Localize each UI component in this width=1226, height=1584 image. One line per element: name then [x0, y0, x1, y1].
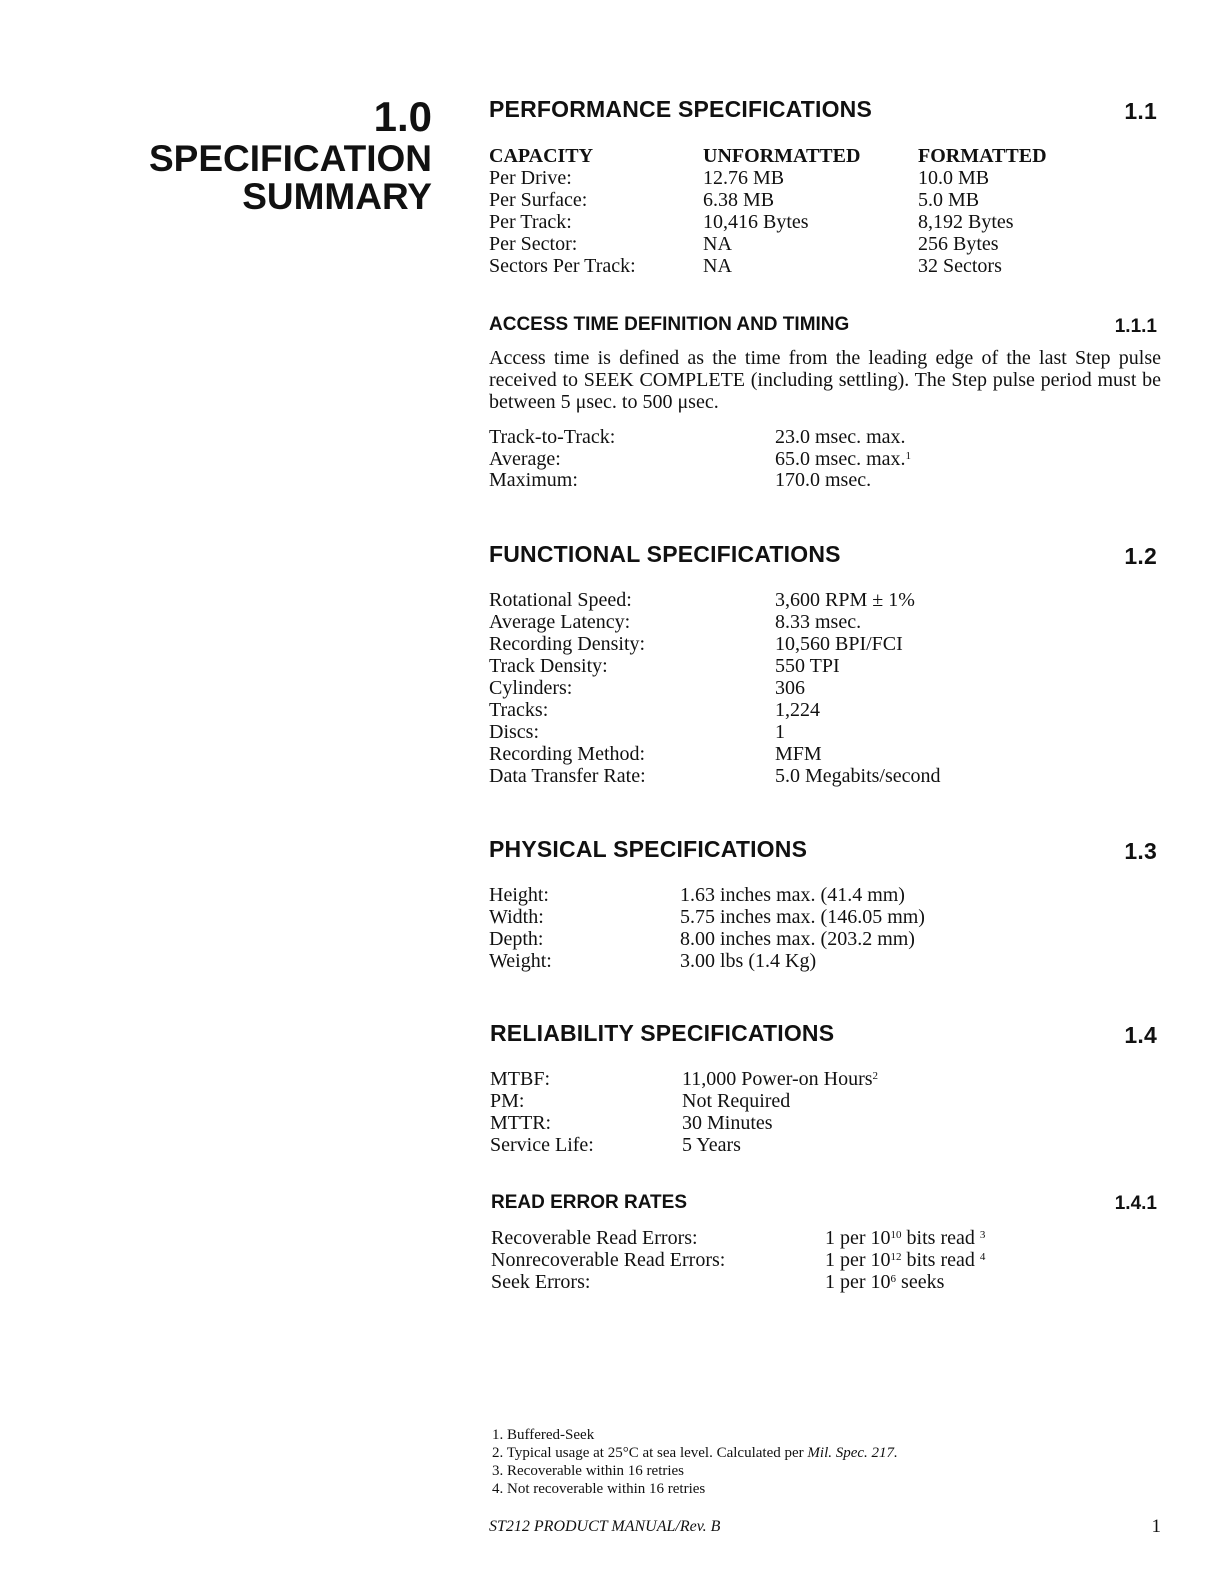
physical-label: Depth:: [489, 928, 544, 950]
physical-value: 8.00 inches max. (203.2 mm): [680, 928, 915, 950]
footnote-4: 4. Not recoverable within 16 retries: [492, 1481, 706, 1497]
physical-value: 5.75 inches max. (146.05 mm): [680, 906, 925, 928]
chapter-title-line1: SPECIFICATION: [149, 138, 432, 179]
reliability-label: PM:: [490, 1090, 525, 1112]
reliability-label: Service Life:: [490, 1134, 594, 1156]
physical-label: Weight:: [489, 950, 552, 972]
functional-value: 10,560 BPI/FCI: [775, 633, 903, 655]
footnote-3: 3. Recoverable within 16 retries: [492, 1463, 685, 1479]
footnote-ref: 2: [872, 1070, 879, 1082]
section-number-performance: 1.1: [1124, 98, 1157, 124]
manual-title-footer: ST212 PRODUCT MANUAL/Rev. B: [489, 1518, 721, 1535]
access-value: 23.0 msec. max.: [775, 426, 906, 448]
functional-value: 1,224: [775, 699, 820, 721]
table-row-label: Per Surface:: [489, 189, 588, 211]
reliability-label: MTBF:: [490, 1068, 551, 1090]
table-cell-unformatted: 10,416 Bytes: [703, 211, 809, 233]
section-heading-access-time: ACCESS TIME DEFINITION AND TIMING: [489, 314, 850, 335]
functional-label: Data Transfer Rate:: [489, 765, 646, 787]
table-cell-unformatted: NA: [703, 255, 732, 277]
section-number-read-errors: 1.4.1: [1114, 1193, 1157, 1214]
read-error-label: Recoverable Read Errors:: [491, 1227, 698, 1249]
functional-value: MFM: [775, 743, 822, 765]
read-error-value: 1 per $10^6$ seeks: [825, 1271, 945, 1293]
table-cell-formatted: 256 Bytes: [918, 233, 999, 255]
access-value: 65.0 msec. max.$^1$: [775, 448, 912, 470]
table-cell-unformatted: 12.76 MB: [703, 167, 785, 189]
functional-value: 3,600 RPM ± 1%: [775, 589, 915, 611]
table-row-label: Per Track:: [489, 211, 572, 233]
table-row-label: Sectors Per Track:: [489, 255, 636, 277]
functional-value: 306: [775, 677, 805, 699]
section-heading-performance: PERFORMANCE SPECIFICATIONS: [489, 96, 873, 122]
section-heading-functional: FUNCTIONAL SPECIFICATIONS: [489, 541, 841, 567]
section-heading-read-errors: READ ERROR RATES: [491, 1192, 687, 1213]
table-cell-formatted: 8,192 Bytes: [918, 211, 1014, 233]
access-label: Track-to-Track:: [489, 426, 616, 448]
reliability-value: 5 Years: [682, 1134, 741, 1156]
section-number-reliability: 1.4: [1124, 1022, 1157, 1048]
capacity-column-header: CAPACITY: [489, 145, 594, 167]
read-error-value: 1 per $10^{12}$ bits read $^4$: [825, 1249, 986, 1271]
functional-value: 5.0 Megabits/second: [775, 765, 941, 787]
reliability-label: MTTR:: [490, 1112, 552, 1134]
section-number-access-time: 1.1.1: [1114, 316, 1157, 337]
access-value: 170.0 msec.: [775, 469, 872, 491]
table-cell-formatted: 5.0 MB: [918, 189, 980, 211]
reliability-value: Not Required: [682, 1090, 791, 1112]
reliability-value: 11,000 Power-on Hours$^2$: [682, 1068, 879, 1090]
table-row-label: Per Drive:: [489, 167, 572, 189]
chapter-title-line2: SUMMARY: [242, 176, 432, 217]
footnote-1: 1. Buffered-Seek: [492, 1427, 595, 1443]
chapter-title: [149, 94, 432, 216]
footnote-ref: 4: [979, 1251, 986, 1263]
table-row-label: Per Sector:: [489, 233, 578, 255]
section-number-functional: 1.2: [1124, 543, 1157, 569]
functional-label: Discs:: [489, 721, 539, 743]
page-number: 1: [1151, 1516, 1161, 1537]
formatted-column-header: FORMATTED: [918, 145, 1047, 167]
access-label: Maximum:: [489, 469, 578, 491]
physical-value: 3.00 lbs (1.4 Kg): [680, 950, 817, 972]
table-cell-unformatted: 6.38 MB: [703, 189, 775, 211]
table-cell-unformatted: NA: [703, 233, 732, 255]
read-error-label: Seek Errors:: [491, 1271, 591, 1293]
chapter-number: 1.0: [373, 93, 432, 140]
functional-label: Cylinders:: [489, 677, 573, 699]
functional-label: Tracks:: [489, 699, 549, 721]
functional-value: 550 TPI: [775, 655, 840, 677]
table-cell-formatted: 32 Sectors: [918, 255, 1002, 277]
footnote-ref: 3: [979, 1229, 986, 1241]
access-label: Average:: [489, 448, 561, 470]
section-number-physical: 1.3: [1124, 838, 1157, 864]
table-cell-formatted: 10.0 MB: [918, 167, 990, 189]
section-heading-reliability: RELIABILITY SPECIFICATIONS: [490, 1020, 835, 1046]
physical-label: Width:: [489, 906, 544, 928]
functional-label: Track Density:: [489, 655, 608, 677]
footnote-ref: 1: [905, 450, 912, 462]
reliability-value: 30 Minutes: [682, 1112, 773, 1134]
functional-label: Recording Density:: [489, 633, 646, 655]
access-time-paragraph: Access time is defined as the time from the leading edge of the last Step pulse received to SEEK COMPLETE (including settling). The Step pulse period must be between 5 μsec. to 500 μsec.: [489, 347, 1161, 413]
functional-label: Recording Method:: [489, 743, 646, 765]
footnote-2: 2. Typical usage at 25°C at sea level. Calculated per Mil. Spec. 217.: [492, 1445, 898, 1461]
read-error-label: Nonrecoverable Read Errors:: [491, 1249, 726, 1271]
section-heading-physical: PHYSICAL SPECIFICATIONS: [489, 836, 808, 862]
functional-label: Rotational Speed:: [489, 589, 632, 611]
functional-value: 1: [775, 721, 785, 743]
physical-value: 1.63 inches max. (41.4 mm): [680, 884, 905, 906]
read-error-value: 1 per $10^{10}$ bits read $^3$: [825, 1227, 986, 1249]
unformatted-column-header: UNFORMATTED: [703, 145, 861, 167]
physical-label: Height:: [489, 884, 549, 906]
functional-label: Average Latency:: [489, 611, 631, 633]
functional-value: 8.33 msec.: [775, 611, 862, 633]
